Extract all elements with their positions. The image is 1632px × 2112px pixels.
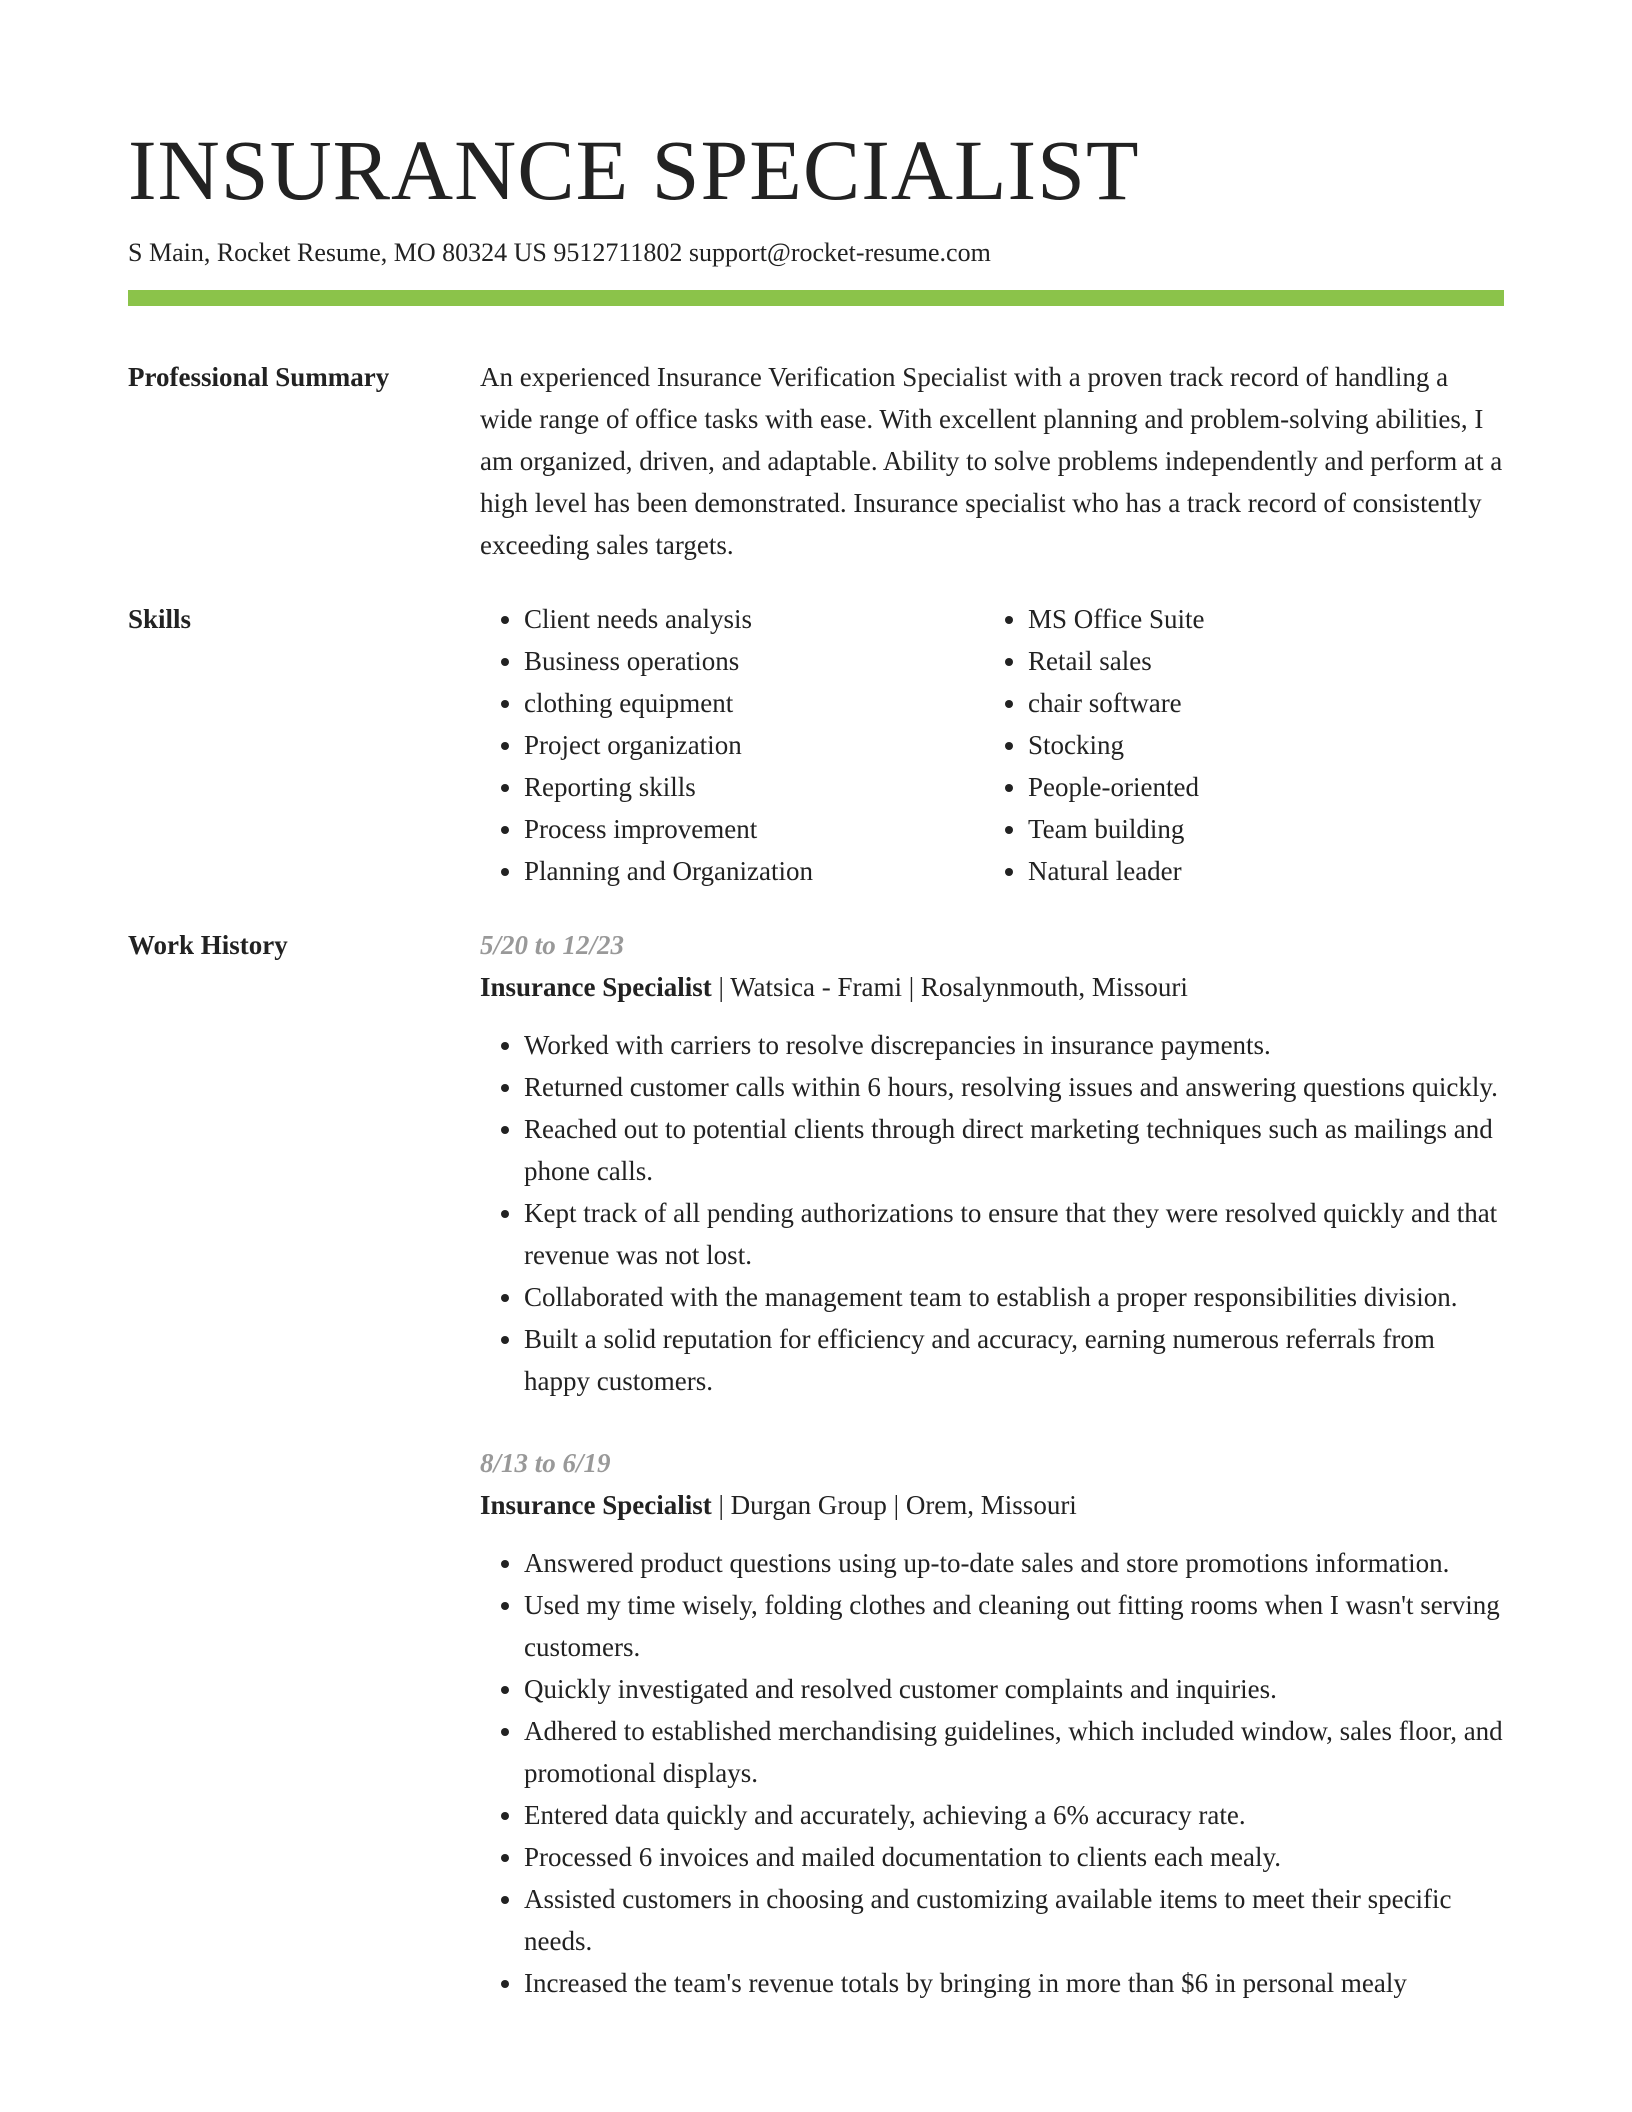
skill-item: • Project organization <box>524 724 984 766</box>
section-body <box>480 598 1504 892</box>
job-employer-location: | Watsica - Frami | Rosalynmouth, Missouri <box>711 972 1188 1002</box>
job-employer-location: | Durgan Group | Orem, Missouri <box>711 1490 1077 1520</box>
job-bullet: • Kept track of all pending authorizations to ensure that they were resolved quickly and that revenue was not lost. <box>524 1192 1504 1276</box>
section-skills <box>128 598 1504 892</box>
skill-item: • Stocking <box>1028 724 1488 766</box>
job-bullet: • Quickly investigated and resolved customer complaints and inquiries. <box>524 1668 1504 1710</box>
summary-text: An experienced Insurance Verification Specialist with a proven track record of handling a wide range of office tasks with ease. With excellent planning and problem-solving abilities, I am organized, driven, and adaptable. Ability to solve problems independently and perform at a high level has been demonstrated. Insurance specialist who has a track record of consistently exceeding sales targets. <box>480 362 1503 560</box>
skills-columns <box>480 598 1504 892</box>
skills-column-left <box>480 598 984 892</box>
job-bullet: • Reached out to potential clients through direct marketing techniques such as mailings and phone calls. <box>524 1108 1504 1192</box>
job-title: Insurance Specialist <box>480 1490 712 1520</box>
section-label: Work History <box>128 930 288 960</box>
header-divider <box>128 290 1504 306</box>
skill-item: • Reporting skills <box>524 766 984 808</box>
skill-item: • People-oriented <box>1028 766 1488 808</box>
section-body <box>480 356 1504 566</box>
job-bullets <box>480 1024 1504 1402</box>
skill-item: • MS Office Suite <box>1028 598 1488 640</box>
job-bullet: • Worked with carriers to resolve discrepancies in insurance payments. <box>524 1024 1504 1066</box>
skill-item: • Client needs analysis <box>524 598 984 640</box>
job-title-line <box>480 966 1504 1008</box>
job-bullet: • Processed 6 invoices and mailed documentation to clients each mealy. <box>524 1836 1504 1878</box>
job-bullet: • Adhered to established merchandising guidelines, which included window, sales floor, and promotional displays. <box>524 1710 1504 1794</box>
job-entry <box>480 1442 1504 2004</box>
job-title: Insurance Specialist <box>480 972 712 1002</box>
job-bullet: • Built a solid reputation for efficiency and accuracy, earning numerous referrals from happy customers. <box>524 1318 1504 1402</box>
job-bullet: • Returned customer calls within 6 hours, resolving issues and answering questions quickly. <box>524 1066 1504 1108</box>
skill-item: • Process improvement <box>524 808 984 850</box>
skill-item: • Team building <box>1028 808 1488 850</box>
job-dates: 5/20 to 12/23 <box>480 930 625 960</box>
skill-item: • Business operations <box>524 640 984 682</box>
section-professional-summary <box>128 356 1504 566</box>
section-work-history <box>128 924 1504 2004</box>
section-label: Professional Summary <box>128 362 390 392</box>
job-bullet: • Answered product questions using up-to-date sales and store promotions information. <box>524 1542 1504 1584</box>
job-bullet: • Collaborated with the management team to establish a proper responsibilities division. <box>524 1276 1504 1318</box>
skills-list-right <box>984 598 1488 892</box>
section-label: Skills <box>128 604 192 634</box>
job-bullets <box>480 1542 1504 2004</box>
job-title-line <box>480 1484 1504 1526</box>
skill-item: • Natural leader <box>1028 850 1488 892</box>
contact-line: S Main, Rocket Resume, MO 80324 US 9512711802 support@rocket-resume.com <box>128 238 991 267</box>
section-body <box>480 924 1504 2004</box>
job-dates: 8/13 to 6/19 <box>480 1448 611 1478</box>
skill-item: • chair software <box>1028 682 1488 724</box>
job-entry <box>480 924 1504 1402</box>
job-bullet: • Used my time wisely, folding clothes and cleaning out fitting rooms when I wasn't serving customers. <box>524 1584 1504 1668</box>
candidate-name: INSURANCE SPECIALIST <box>128 122 1140 218</box>
job-bullet: • Increased the team's revenue totals by bringing in more than $6 in personal mealy <box>524 1962 1504 2004</box>
skills-column-right <box>984 598 1488 892</box>
skill-item: • Retail sales <box>1028 640 1488 682</box>
skills-list-left <box>480 598 984 892</box>
skill-item: • clothing equipment <box>524 682 984 724</box>
job-bullet: • Assisted customers in choosing and customizing available items to meet their specific needs. <box>524 1878 1504 1962</box>
skill-item: • Planning and Organization <box>524 850 984 892</box>
resume-page <box>128 0 1504 2004</box>
job-bullet: • Entered data quickly and accurately, achieving a 6% accuracy rate. <box>524 1794 1504 1836</box>
